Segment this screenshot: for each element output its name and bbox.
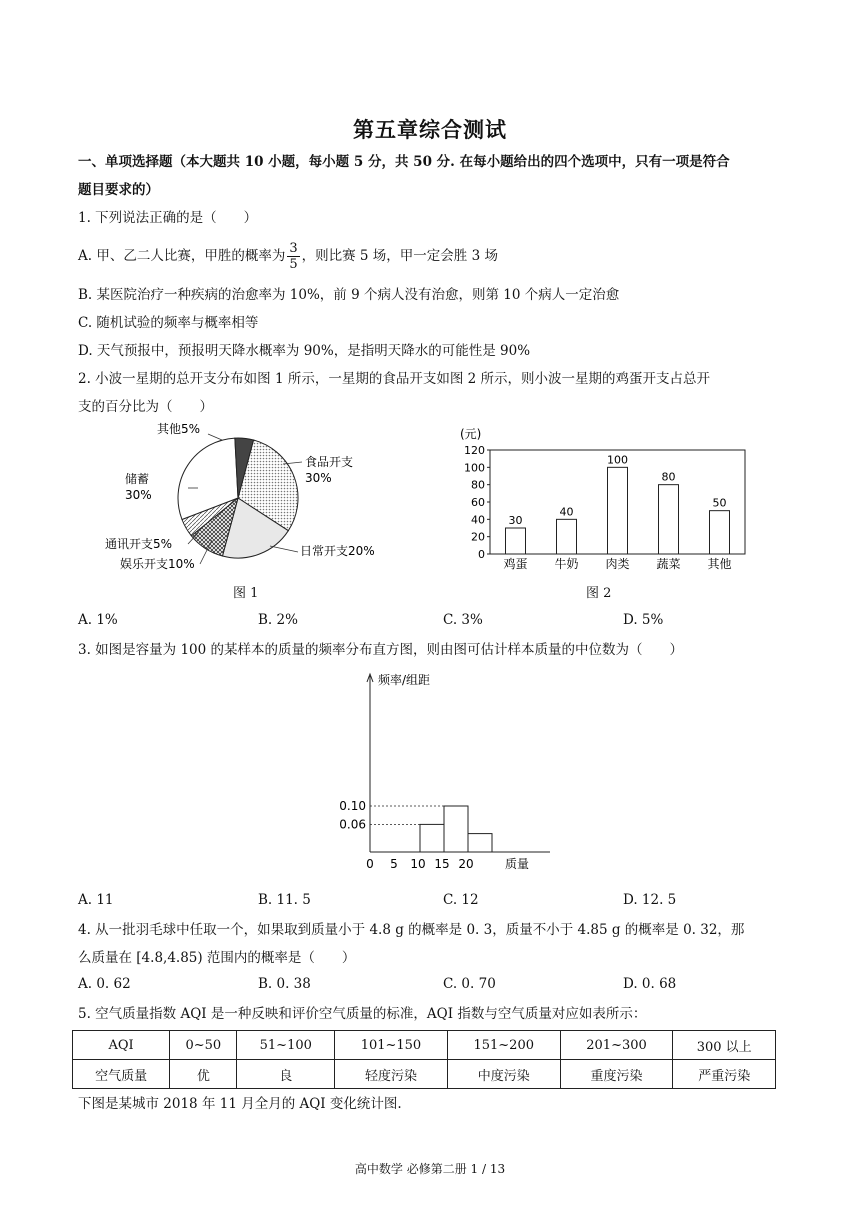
bar bbox=[659, 485, 679, 554]
bar-value-label: 100 bbox=[607, 453, 628, 467]
q3-options bbox=[78, 892, 778, 912]
bar-ytick-label: 40 bbox=[471, 513, 485, 527]
fig1-caption: 图 1 bbox=[233, 586, 259, 601]
table-cell: 空气质量 bbox=[73, 1060, 170, 1089]
hist-bar bbox=[444, 806, 468, 852]
pie-label: 娱乐开支10% bbox=[120, 557, 195, 571]
table-cell: 0~50 bbox=[170, 1031, 237, 1060]
table-cell: 重度污染 bbox=[560, 1060, 673, 1089]
table-cell: 良 bbox=[237, 1060, 335, 1089]
hist-bar bbox=[420, 824, 444, 852]
q1-fraction-denominator: 5 bbox=[289, 257, 298, 272]
pie-label: 通讯开支5% bbox=[105, 537, 173, 551]
bar-ytick-label: 0 bbox=[478, 548, 485, 561]
q2-stem-line1: 2. 小波一星期的总开支分布如图 1 所示，一星期的食品开支如图 2 所示，则小波一星期的鸡蛋开支占总开 bbox=[78, 371, 711, 387]
bar-ytick-label: 120 bbox=[464, 444, 485, 457]
table-row bbox=[73, 1060, 776, 1089]
bar bbox=[506, 528, 526, 554]
hist-xtick-label: 10 bbox=[410, 857, 426, 871]
q1-option-a-post: ，则比赛 5 场，甲一定会胜 3 场 bbox=[301, 248, 498, 264]
bar bbox=[608, 467, 628, 554]
hist-xtick-label: 5 bbox=[390, 857, 398, 871]
bar-ylabel: (元) bbox=[460, 427, 482, 441]
bar-ytick-label: 60 bbox=[471, 496, 485, 509]
q4-stem-line2: 么质量在 [4.8,4.85) 范围内的概率是（ ） bbox=[78, 950, 356, 966]
q5-stem: 5. 空气质量指数 AQI 是一种反映和评价空气质量的标准，AQI 指数与空气质量对应如表所示： bbox=[78, 1006, 647, 1022]
q2-option-a: A. 1% bbox=[78, 612, 118, 628]
table-cell: 51~100 bbox=[237, 1031, 335, 1060]
pie-label: 日常开支20% bbox=[300, 544, 375, 558]
q3-option-d: D. 12. 5 bbox=[623, 892, 677, 908]
table-cell: 中度污染 bbox=[447, 1060, 560, 1089]
q4-option-a: A. 0. 62 bbox=[78, 976, 131, 992]
pie-label: 其他5% bbox=[157, 422, 201, 436]
q3-stem: 3. 如图是容量为 100 的某样本的质量的频率分布直方图，则由图可估计样本质量的中位数为（ ） bbox=[78, 642, 684, 658]
q4-option-b: B. 0. 38 bbox=[258, 976, 311, 992]
bar-category-label: 牛奶 bbox=[554, 557, 579, 571]
q2-options bbox=[78, 612, 778, 632]
table-cell: 优 bbox=[170, 1060, 237, 1089]
bar-ytick-label: 20 bbox=[471, 530, 485, 544]
q1-option-c: C. 随机试验的频率与概率相等 bbox=[78, 315, 259, 331]
q4-stem-line1: 4. 从一批羽毛球中任取一个，如果取到质量小于 4.8 g 的概率是 0. 3，质量不小于 4.85 g 的概率是 0. 32，那 bbox=[78, 922, 745, 938]
histogram-chart bbox=[330, 668, 560, 878]
hist-ytick-label: 0.10 bbox=[339, 799, 366, 813]
bar-value-label: 30 bbox=[508, 514, 523, 527]
bar bbox=[557, 519, 577, 554]
hist-xtick-label: 20 bbox=[458, 857, 474, 871]
q4-option-d: D. 0. 68 bbox=[623, 976, 677, 992]
q1-option-a bbox=[78, 238, 788, 274]
section-heading-line1: 一、单项选择题（本大题共 10 小题，每小题 5 分，共 50 分. 在每小题给出的四个选项中，只有一项是符合 bbox=[78, 154, 730, 170]
q4-options bbox=[78, 976, 778, 996]
bar-value-label: 50 bbox=[712, 496, 727, 510]
section-heading-line2: 题目要求的） bbox=[78, 182, 159, 198]
q2-stem-line2: 支的百分比为（ ） bbox=[78, 399, 213, 415]
food-bar-chart bbox=[455, 420, 755, 580]
bar-category-label: 鸡蛋 bbox=[503, 557, 528, 571]
hist-xlabel: 质量 bbox=[505, 857, 530, 871]
q1-option-d: D. 天气预报中，预报明天降水概率为 90%，是指明天降水的可能性是 90% bbox=[78, 343, 531, 359]
q3-option-c: C. 12 bbox=[443, 892, 479, 908]
table-cell: 101~150 bbox=[335, 1031, 448, 1060]
bar-ytick-label: 100 bbox=[464, 461, 485, 475]
table-cell: 300 以上 bbox=[673, 1031, 776, 1060]
table-cell: 严重污染 bbox=[673, 1060, 776, 1089]
page-title: 第五章综合测试 bbox=[353, 117, 507, 142]
pie-label: 储蓄 30% bbox=[125, 472, 152, 502]
table-cell: 轻度污染 bbox=[335, 1060, 448, 1089]
q5-after-text: 下图是某城市 2018 年 11 月全月的 AQI 变化统计图. bbox=[78, 1096, 402, 1112]
q3-option-b: B. 11. 5 bbox=[258, 892, 311, 908]
q4-option-c: C. 0. 70 bbox=[443, 976, 496, 992]
q1-option-a-pre: A. 甲、乙二人比赛，甲胜的概率为 bbox=[78, 248, 286, 264]
pie-leader-line bbox=[208, 434, 222, 440]
bar-value-label: 80 bbox=[661, 470, 676, 484]
bar-value-label: 40 bbox=[559, 505, 574, 519]
hist-xtick-label: 15 bbox=[434, 857, 450, 871]
q1-fraction bbox=[287, 241, 299, 272]
hist-xtick-label: 0 bbox=[366, 857, 374, 871]
q2-option-b: B. 2% bbox=[258, 612, 298, 628]
page-footer: 高中数学 必修第二册 1 / 13 bbox=[354, 1162, 506, 1176]
table-cell: 201~300 bbox=[560, 1031, 673, 1060]
table-row bbox=[73, 1031, 776, 1060]
hist-ytick-label: 0.06 bbox=[339, 817, 366, 832]
q1-option-b: B. 某医院治疗一种疾病的治愈率为 10%，前 9 个病人没有治愈，则第 10 个病人一定治愈 bbox=[78, 287, 620, 303]
bar-ytick-label: 80 bbox=[471, 478, 485, 492]
q2-option-d: D. 5% bbox=[623, 612, 664, 628]
pie-leader-line bbox=[270, 546, 298, 552]
bar-category-label: 肉类 bbox=[605, 557, 630, 571]
q2-option-c: C. 3% bbox=[443, 612, 483, 628]
aqi-table bbox=[72, 1030, 776, 1089]
q1-fraction-numerator: 3 bbox=[289, 241, 298, 256]
fig2-caption: 图 2 bbox=[586, 586, 612, 601]
bar-category-label: 蔬菜 bbox=[656, 557, 681, 571]
pie-label: 食品开支 30% bbox=[305, 455, 354, 485]
table-cell: 151~200 bbox=[447, 1031, 560, 1060]
hist-bar bbox=[468, 834, 492, 852]
pie-chart bbox=[100, 418, 400, 578]
q1-stem: 1. 下列说法正确的是（ ） bbox=[78, 210, 258, 226]
q3-option-a: A. 11 bbox=[78, 892, 114, 908]
table-cell: AQI bbox=[73, 1031, 170, 1060]
bar-category-label: 其他 bbox=[707, 557, 732, 571]
hist-ylabel: 频率/组距 bbox=[378, 673, 431, 687]
bar bbox=[710, 511, 730, 554]
